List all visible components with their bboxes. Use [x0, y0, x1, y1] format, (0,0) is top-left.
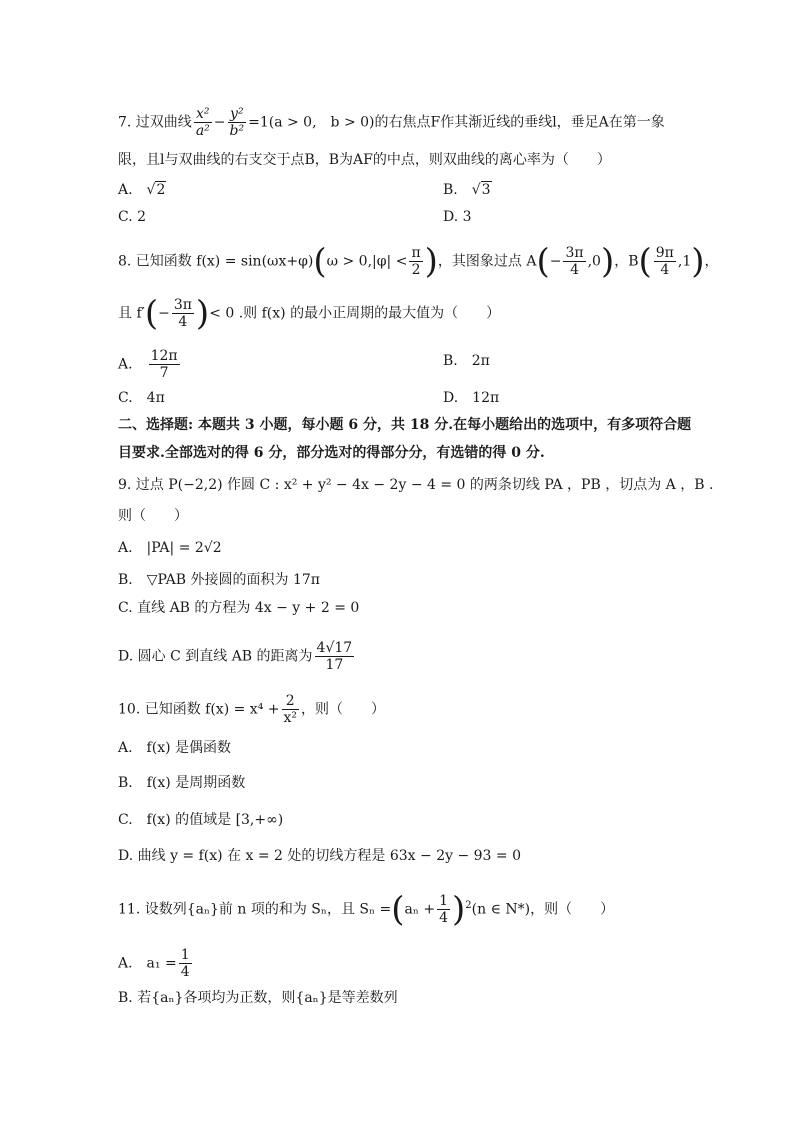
q7-option-c: C. 2 [118, 209, 147, 225]
q7-line1: 7. 过双曲线 $\frac{\text{x²}}{\text{a²}}$ − $\frac{\text{y²}}{\text{b²}}$ =1(a > 0, b > 0)的右焦点F作其渐近线的垂线l，垂足A在第一象 [118, 106, 665, 139]
q10-text-1: 10. 已知函数 f(x) = x⁴ + [118, 701, 280, 718]
q10-line1 [118, 693, 385, 726]
q8-a-num: 3π [565, 245, 584, 261]
q7-option-b-radicand: 3 [481, 182, 491, 198]
q10-den: x² [283, 710, 298, 726]
q8-pi: π [411, 245, 421, 261]
q7-a-squared: a² [195, 123, 210, 139]
q8-text-3: ，B [614, 253, 639, 270]
q8-option-c: C. 4π [118, 390, 165, 406]
q11-text-2: (n ∈ N*)，则（ ） [471, 901, 615, 918]
q10-text-2: ，则（ ） [301, 701, 386, 718]
q8-option-a-label: A. [118, 356, 133, 373]
q10-option-d: D. 曲线 y = f(x) 在 x = 2 处的切线方程是 63x − 2y − 93 = 0 [118, 848, 521, 864]
q9-option-d [118, 640, 356, 673]
q10-option-b: B. f(x) 是周期函数 [118, 775, 246, 791]
q8-option-a-num: 12π [150, 348, 178, 364]
q9-line1: 9. 过点 P(−2,2) 作圆 C : x² + y² − 4x − 2y − 4 = 0 的两条切线 PA ，PB ，切点为 A ，B . [118, 477, 714, 493]
q8-point-b-x [654, 245, 676, 278]
q10-fraction [282, 693, 300, 726]
q11-option-a-fraction [179, 947, 192, 980]
q9-option-d-fraction [315, 640, 355, 673]
q7-fraction-x [194, 106, 212, 139]
q7-option-b-label: B. [443, 182, 458, 198]
q8-option-b: B. 2π [443, 353, 490, 369]
q8-c-num: 3π [173, 297, 192, 313]
q11-text-1: 11. 设数列{aₙ}前 n 项的和为 Sₙ，且 Sₙ = [118, 901, 392, 918]
q7-option-a: A. √2 [118, 182, 166, 198]
q9-option-b: B. ▽PAB 外接圆的面积为 17π [118, 572, 320, 588]
q8-option-a-den: 7 [159, 365, 169, 381]
section2-line2: 目要求.全部选对的得 6 分，部分选对的得部分分，有选错的得 0 分. [118, 445, 545, 461]
q11-den: 4 [439, 910, 449, 926]
q7-option-a-radicand: 2 [156, 182, 166, 198]
q7-text-1: 7. 过双曲线 [118, 114, 192, 131]
q9-line2: 则（ ） [118, 508, 188, 524]
q11-option-a-den: 4 [180, 964, 190, 980]
q8-b-num: 9π [655, 245, 674, 261]
q11-fraction [437, 893, 450, 926]
q8-line1: 8. 已知函数 f(x) = sin(ωx+φ)(ω > 0,|φ| < $\frac{\pi}{2}$ )，其图象过点 A(− $\frac{3\pi}{4}$ ,0)，B( $\frac{9\pi}{4}$ ,1)， [118, 241, 719, 282]
q8-b-den: 4 [660, 262, 670, 278]
q7-text-2: =1(a > 0, b > 0)的右焦点F作其渐近线的垂线l，垂足A在第一象 [248, 114, 665, 131]
q9-option-d-den: 17 [325, 657, 344, 673]
q8-option-d: D. 12π [443, 390, 500, 406]
q11-num: 1 [439, 893, 449, 909]
q8-condition: ω > 0,|φ| < [326, 253, 408, 270]
q8-line2: 且 f′(− $\frac{3\pi}{4}$ )< 0 .则 f(x) 的最小正周期的最大值为（ ） [118, 293, 501, 334]
q7-fraction-y [228, 106, 247, 139]
q11-option-b: B. 若{aₙ}各项均为正数，则{aₙ}是等差数列 [118, 990, 398, 1006]
q8-text-4: ， [704, 253, 719, 270]
q9-option-a: A. |PA| = 2√2 [118, 540, 222, 556]
q8-text-5: 且 f′ [118, 305, 145, 322]
q7-b-squared: b² [229, 123, 245, 139]
q8-text-1: 8. 已知函数 f(x) = sin(ωx+φ) [118, 253, 314, 270]
q11-option-a-num: 1 [180, 947, 190, 963]
q9-option-c: C. 直线 AB 的方程为 4x − y + 2 = 0 [118, 600, 360, 616]
q7-y-squared: y² [228, 106, 247, 123]
q7-x-squared: x² [194, 106, 212, 123]
q7-line2: 限，且l与双曲线的右支交于点B，B为AF的中点，则双曲线的离心率为（ ） [118, 152, 611, 168]
q8-text-6: < 0 .则 f(x) 的最小正周期的最大值为（ ） [209, 305, 501, 322]
q11-option-a-text: A. a₁ = [118, 955, 177, 972]
q8-fraction-c [172, 297, 194, 330]
q8-c-den: 4 [178, 314, 188, 330]
q8-b-tail: ,1 [677, 253, 692, 270]
q8-option-a [118, 348, 182, 381]
q11-line1: 11. 设数列{aₙ}前 n 项的和为 Sₙ，且 Sₙ =(aₙ + $\frac{1}{4}$ )$^2$(n ∈ N*)，则（ ） [118, 889, 615, 930]
q7-option-a-label: A. [118, 182, 133, 198]
q9-option-d-num: 4√17 [316, 640, 353, 656]
q11-inner: aₙ + [404, 901, 436, 918]
q8-option-a-fraction [149, 348, 180, 381]
section2-line1: 二、选择题: 本题共 3 小题，每小题 6 分，共 18 分.在每小题给出的选项中，有多项符合题 [118, 417, 692, 433]
q9-option-d-text: D. 圆心 C 到直线 AB 的距离为 [118, 648, 313, 665]
q8-text-2: ，其图象过点 A [437, 253, 537, 270]
q8-two: 2 [411, 262, 421, 278]
q10-option-c: C. f(x) 的值域是 [3,+∞) [118, 812, 284, 828]
q8-point-a-x [563, 245, 585, 278]
q10-num: 2 [282, 693, 300, 710]
q7-option-b: B. √3 [443, 182, 491, 198]
q7-option-d: D. 3 [443, 209, 472, 225]
q8-a-tail: ,0 [587, 253, 601, 270]
q11-option-a [118, 947, 194, 980]
q10-option-a: A. f(x) 是偶函数 [118, 740, 232, 756]
q8-a-den: 4 [570, 262, 579, 278]
q8-pi-over-2 [409, 245, 422, 278]
